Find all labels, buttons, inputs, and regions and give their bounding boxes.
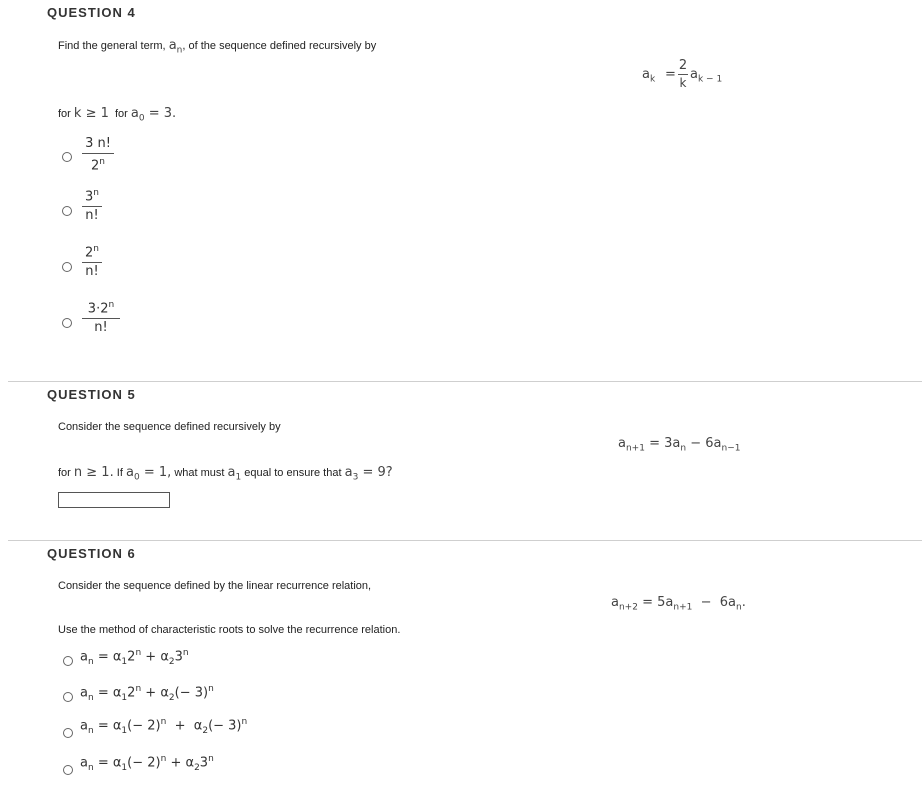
q4-option-1-den-sup: n: [99, 157, 105, 167]
formula-rhs-sub: k − 1: [697, 74, 723, 85]
q5-equal: equal to ensure that: [244, 467, 342, 479]
q4-option-3-den: n!: [85, 264, 99, 280]
q6-option-4-label: $a_n = \alpha_1(- 2)^n + \alpha_23^n$: [80, 754, 214, 773]
q6-option-4-radio[interactable]: [63, 765, 73, 775]
q5-a0-sub: 0: [133, 472, 140, 483]
q4-option-2-den: n!: [85, 208, 99, 224]
question-6-instruction: Use the method of characteristic roots to solve the recurrence relation.: [58, 624, 401, 636]
formula-bar: [678, 74, 688, 75]
formula-den: k: [679, 76, 687, 90]
q4-option-4-num: 3·2: [87, 301, 109, 317]
q4-option-4-num-sup: n: [108, 300, 115, 310]
q4-option-1-den: 2: [91, 158, 100, 174]
divider-q5-q6: [8, 540, 922, 541]
q5-a3: a: [344, 465, 353, 480]
question-4-condition: [58, 106, 176, 124]
question-4-prompt: [58, 38, 376, 56]
question-6-title: QUESTION 6: [47, 546, 136, 561]
question-5-line: [58, 465, 393, 483]
condition-math: k ≥ 1: [73, 106, 109, 121]
q5-a1-sub: 1: [235, 472, 242, 483]
question-6-formula: $a_{n+2} = 5a_{n+1} - 6a_n$.: [611, 595, 746, 613]
condition-init: a: [130, 106, 139, 121]
q4-option-3-num: 2: [85, 245, 94, 261]
formula-eq: =: [665, 67, 676, 82]
q6-option-1-radio[interactable]: [63, 656, 73, 666]
q6-option-1-label: $a_n = \alpha_12^n + \alpha_23^n$: [80, 648, 189, 667]
question-6-prompt: Consider the sequence defined by the linear recurrence relation,: [58, 580, 372, 592]
q4-option-3-fraction: [82, 242, 102, 279]
q5-a3-val: = 9?: [362, 465, 393, 480]
q4-option-3-radio[interactable]: [62, 262, 72, 272]
q5-a0-val: = 1,: [143, 465, 172, 480]
q4-option-4-fraction: [82, 298, 120, 335]
q5-a1: a: [227, 465, 236, 480]
q5-if: If: [116, 467, 123, 479]
prompt-var-sub: n: [176, 45, 183, 56]
formula-num: 2: [678, 58, 688, 73]
q4-option-4-radio[interactable]: [62, 318, 72, 328]
formula-lhs-sub: k: [649, 74, 656, 85]
question-5-formula: $a_{n+1} = 3a_n - 6a_{n-1}$: [618, 436, 741, 454]
q4-option-2-fraction: [82, 186, 102, 223]
condition-init-val: = 3.: [148, 106, 177, 121]
q4-option-1-radio[interactable]: [62, 152, 72, 162]
q5-what: what must: [174, 467, 225, 479]
condition-init-sub: 0: [138, 113, 145, 124]
q5-a3-sub: 3: [352, 472, 359, 483]
q4-option-4-den: n!: [94, 320, 108, 336]
question-5-prompt: Consider the sequence defined recursively by: [58, 421, 281, 433]
prompt-suffix: , of the sequence defined recursively by: [182, 40, 377, 52]
question-5-title: QUESTION 5: [47, 387, 136, 402]
q4-option-1-num: 3 n!: [85, 136, 111, 151]
q5-for: for: [58, 467, 71, 479]
q6-option-3-radio[interactable]: [63, 728, 73, 738]
q5-a0: a: [125, 465, 134, 480]
divider-q4-q5: [8, 381, 922, 382]
formula-lhs: a: [642, 67, 650, 82]
q4-option-3-num-sup: n: [93, 244, 99, 254]
condition-for2: for: [115, 108, 128, 120]
q4-option-2-num-sup: n: [93, 188, 99, 198]
q6-option-2-radio[interactable]: [63, 692, 73, 702]
q4-option-2-radio[interactable]: [62, 206, 72, 216]
prompt-prefix: Find the general term,: [58, 40, 166, 52]
q4-option-2-num: 3: [85, 189, 94, 205]
prompt-var: a: [168, 38, 177, 53]
q5-cond: n ≥ 1.: [73, 465, 114, 480]
question-5-answer-input[interactable]: [58, 492, 170, 508]
formula-rhs: a: [690, 67, 698, 82]
q6-option-3-label: $a_n = \alpha_1(- 2)^n + \alpha_2(- 3)^n$: [80, 717, 248, 736]
condition-for: for: [58, 108, 71, 120]
q4-option-1-fraction: [82, 136, 114, 173]
q6-option-2-label: $a_n = \alpha_12^n + \alpha_2(- 3)^n$: [80, 684, 214, 703]
question-4-title: QUESTION 4: [47, 5, 136, 20]
question-4-formula: [642, 58, 732, 97]
